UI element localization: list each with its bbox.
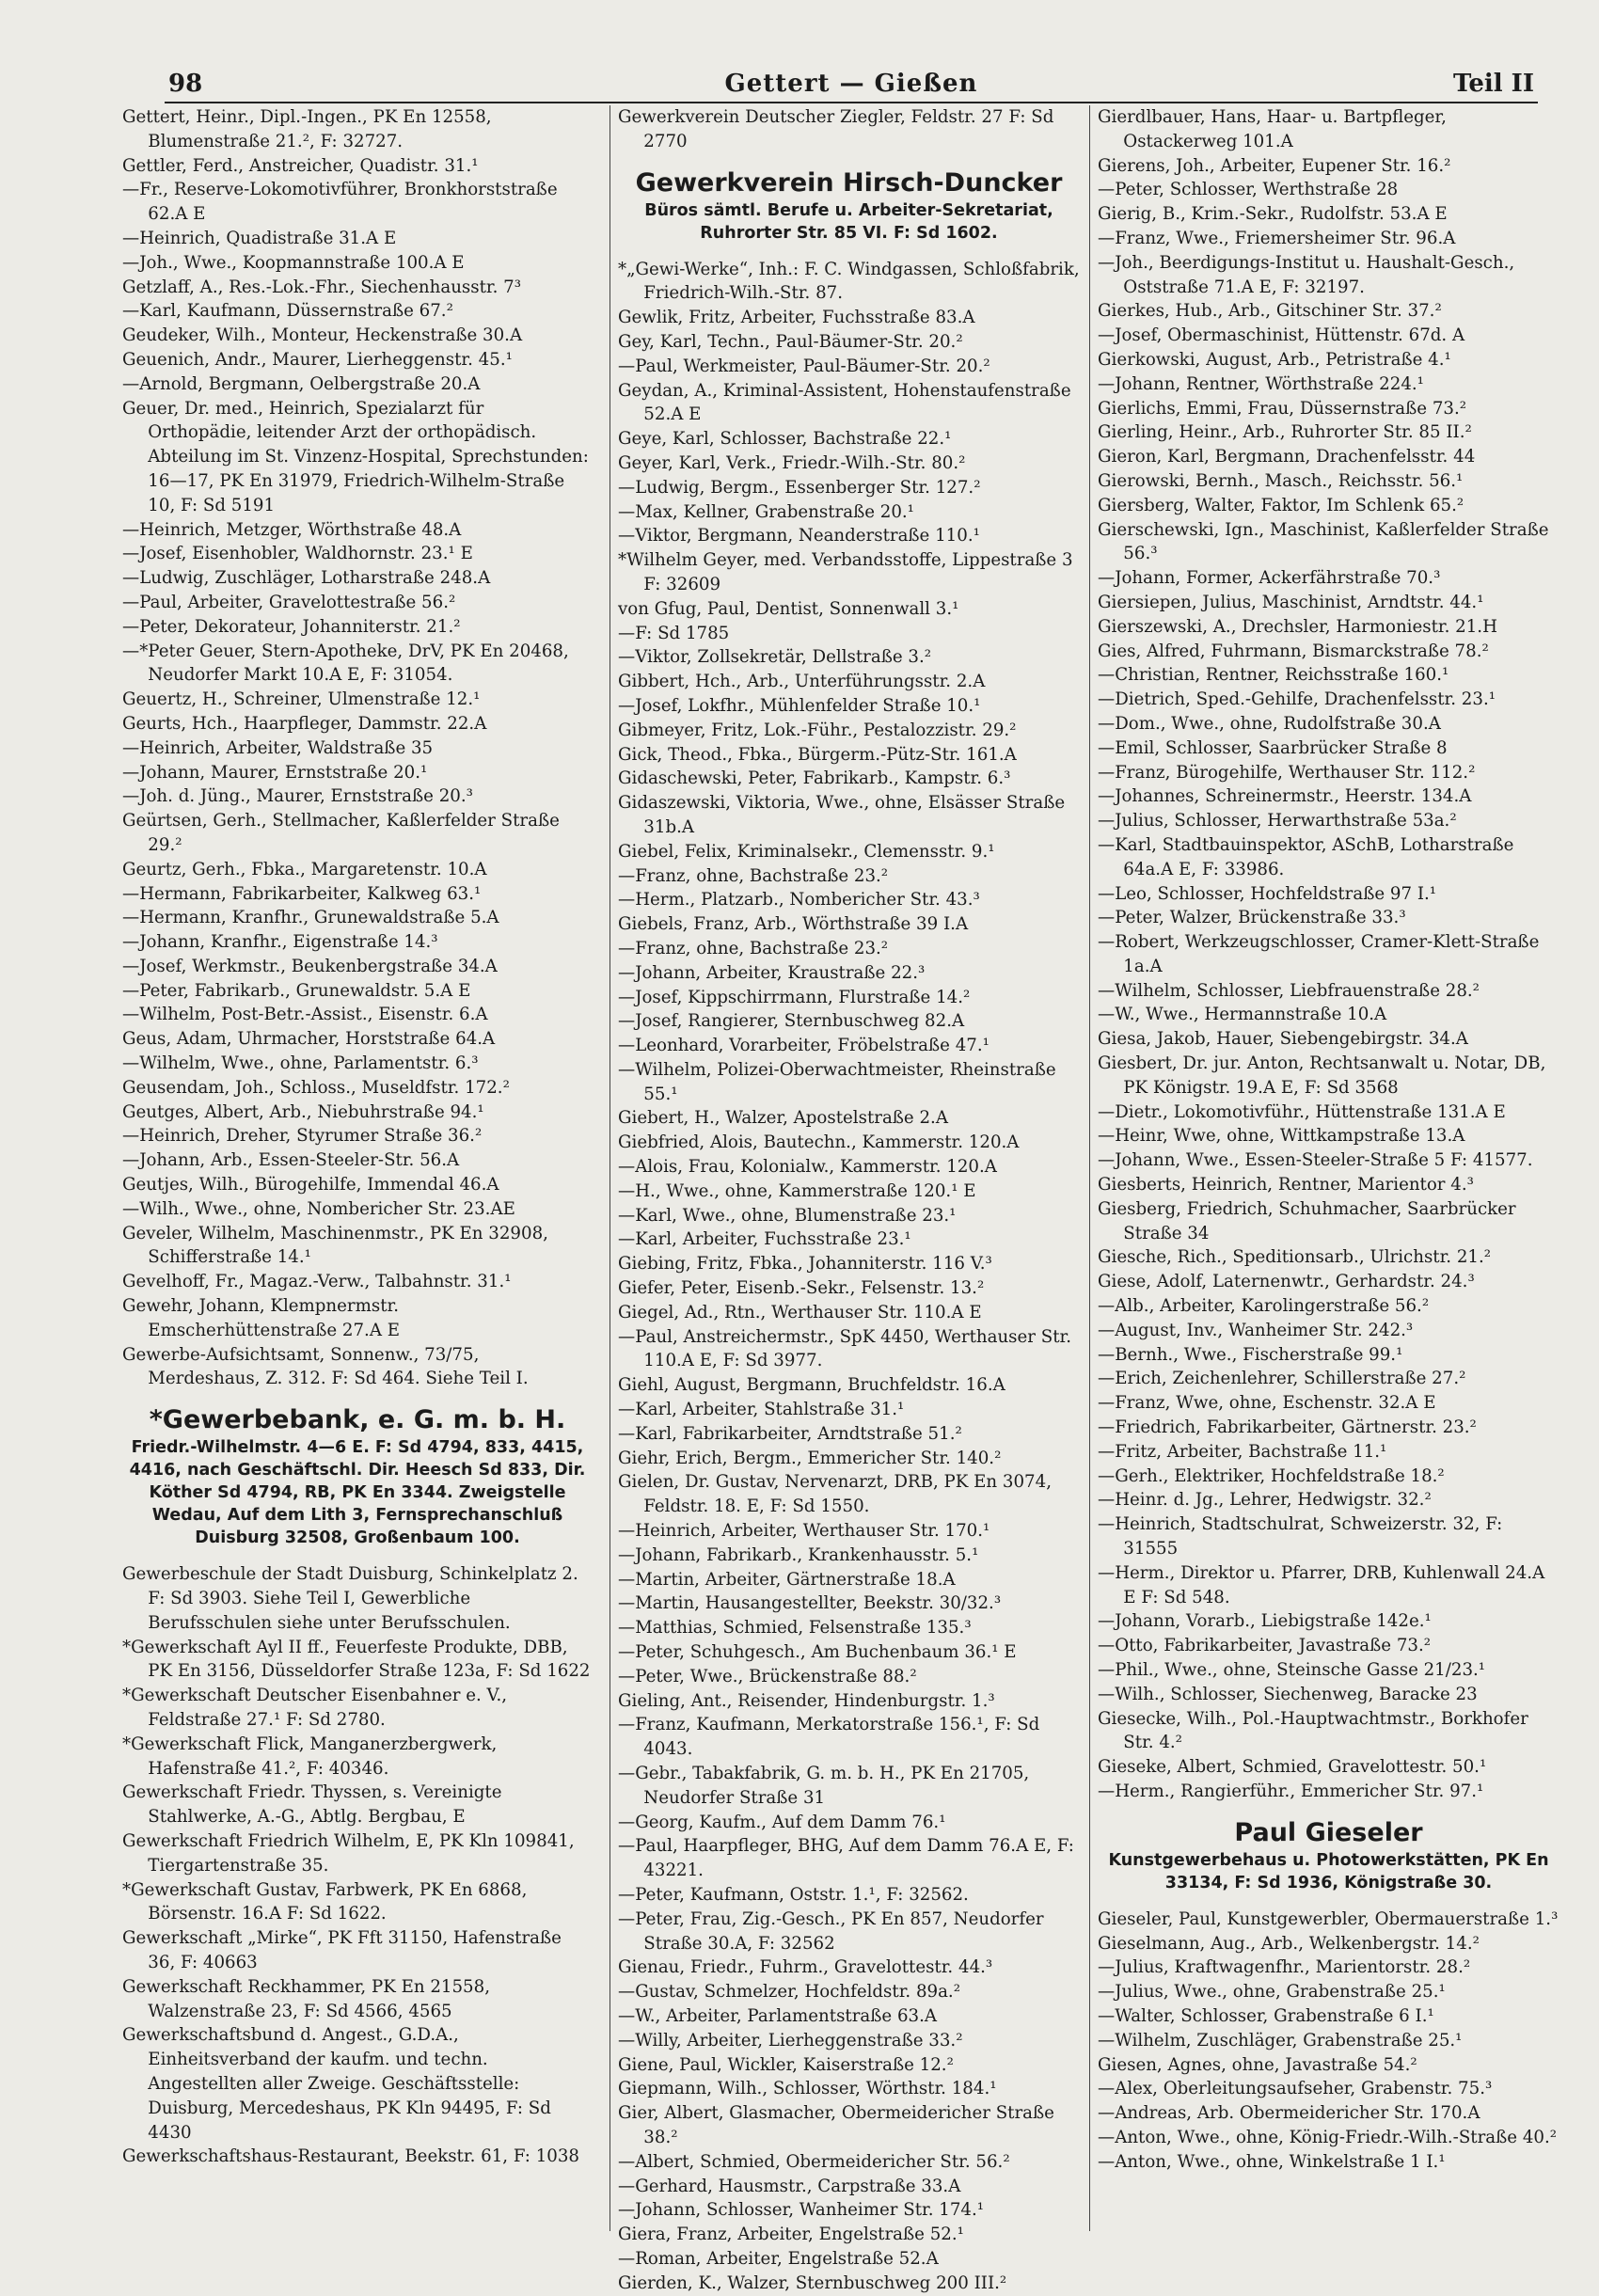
header-name-range: Gettert — Gießen: [724, 70, 978, 98]
directory-entry: Gey, Karl, Techn., Paul-Bäumer-Str. 20.²: [618, 331, 963, 352]
directory-entry: Geürtsen, Gerh., Stellmacher, Kaßlerfelder Straße 29.²: [122, 811, 560, 855]
directory-entry: Gierszewski, A., Drechsler, Harmoniestr. 21.H: [1098, 616, 1497, 637]
directory-entry: Gibbert, Hch., Arb., Unterführungsstr. 2.A: [618, 672, 986, 692]
directory-entry: Gierig, B., Krim.-Sekr., Rudolfstr. 53.A E: [1098, 204, 1448, 225]
directory-entry: Geus, Adam, Uhrmacher, Horststraße 64.A: [122, 1029, 496, 1050]
directory-entry: —Herm., Platzarb., Nombericher Str. 43.³: [618, 890, 980, 910]
ad-title: Paul Gieseler: [1234, 1817, 1423, 1847]
directory-entry: Getzlaff, A., Res.-Lok.-Fhr., Siechenhausstr. 7³: [122, 277, 522, 297]
ad-text: Friedr.-Wilhelmstr. 4—6 E. F: Sd 4794, 833, 4415, 4416, nach Geschäftschl. Dir. Heesch Sd 833, Dir. Köther Sd 4794, RB, PK En 3344. Zweigstelle Wedau, Auf dem Lith 3, Fernsprechanschluß Duisburg 32508, Großenbaum 100.: [129, 1438, 586, 1548]
directory-entry: —W., Wwe., Hermannstraße 10.A: [1098, 1005, 1387, 1025]
directory-entry: —Phil., Wwe., ohne, Steinsche Gasse 21/23.¹: [1098, 1660, 1486, 1680]
directory-entry: —Albert, Schmied, Obermeidericher Str. 56.²: [618, 2151, 1010, 2172]
directory-entry: —Emil, Schlosser, Saarbrücker Straße 8: [1098, 737, 1448, 758]
directory-entry: —Otto, Fabrikarbeiter, Javastraße 73.²: [1098, 1636, 1432, 1656]
directory-entry: —*Peter Geuer, Stern-Apotheke, DrV, PK En 20468, Neudorfer Markt 10.A E, F: 31054.: [122, 641, 569, 686]
directory-entry: —Ludwig, Bergm., Essenberger Str. 127.²: [618, 477, 981, 498]
directory-entry: —Gerh., Elektriker, Hochfeldstraße 18.²: [1098, 1465, 1445, 1486]
directory-entry: —Josef, Werkmstr., Beukenbergstraße 34.A: [122, 956, 498, 976]
directory-entry: Giersiepen, Julius, Maschinist, Arndtstr. 44.¹: [1098, 592, 1484, 612]
directory-entry: —Gerhard, Hausmstr., Carpstraße 33.A: [618, 2176, 961, 2196]
directory-entry: —Arnold, Bergmann, Oelbergstraße 20.A: [122, 373, 481, 394]
directory-entry: —Alex, Oberleitungsaufseher, Grabenstr. 75.³: [1098, 2079, 1493, 2099]
directory-entry: —Josef, Kippschirrmann, Flurstraße 14.²: [618, 987, 971, 1007]
header-part: Teil II: [1452, 70, 1534, 98]
directory-entry: —Dietrich, Sped.-Gehilfe, Drachenfelsstr. 23.¹: [1098, 689, 1496, 710]
directory-entry: —Johann, Vorarb., Liebigstraße 142e.¹: [1098, 1611, 1432, 1632]
directory-entry: Geyer, Karl, Verk., Friedr.-Wilh.-Str. 80.²: [618, 452, 966, 473]
directory-entry: —Martin, Arbeiter, Gärtnerstraße 18.A: [618, 1569, 956, 1590]
directory-entry: Gierkes, Hub., Arb., Gitschiner Str. 37.²: [1098, 301, 1442, 322]
directory-entry: Geurtz, Gerh., Fbka., Margaretenstr. 10.A: [122, 859, 487, 879]
directory-entry: —Joh., Beerdigungs-Institut u. Haushalt-Gesch., Oststraße 71.A E, F: 32197.: [1098, 252, 1515, 297]
directory-entry: *Gewerkschaft Deutscher Eisenbahner e. V., Feldstraße 27.¹ F: Sd 2780.: [122, 1686, 508, 1731]
directory-entry: Gierschewski, Ign., Maschinist, Kaßlerfelder Straße 56.³: [1098, 519, 1549, 564]
directory-entry: Giebert, H., Walzer, Apostelstraße 2.A: [618, 1108, 948, 1129]
directory-entry: Gettert, Heinr., Dipl.-Ingen., PK En 12558, Blumenstraße 21.², F: 32727.: [122, 107, 492, 151]
directory-entry: Geurts, Hch., Haarpfleger, Dammstr. 22.A: [122, 713, 487, 734]
directory-entry: —Franz, Kaufmann, Merkatorstraße 156.¹, F: Sd 4043.: [618, 1715, 1040, 1760]
directory-entry: —Georg, Kaufm., Auf dem Damm 76.¹: [618, 1812, 946, 1832]
directory-entry: Gewerkschaft „Mirke“, PK Fft 31150, Hafenstraße 36, F: 40663: [122, 1928, 562, 1972]
directory-entry: Gewerbe-Aufsichtsamt, Sonnenw., 73/75, Merdeshaus, Z. 312. F: Sd 464. Siehe Teil I.: [122, 1344, 529, 1389]
directory-entry: —Fritz, Arbeiter, Bachstraße 11.¹: [1098, 1441, 1387, 1462]
directory-entry: —Hermann, Fabrikarbeiter, Kalkweg 63.¹: [122, 883, 482, 904]
directory-entry: —Johann, Fabrikarb., Krankenhausstr. 5.¹: [618, 1544, 979, 1565]
directory-entry: Giene, Paul, Wickler, Kaiserstraße 12.²: [618, 2054, 954, 2075]
directory-entry: —Peter, Schuhgesch., Am Buchenbaum 36.¹ E: [618, 1642, 1017, 1663]
directory-entry: *Gewerkschaft Flick, Manganerzbergwerk, Hafenstraße 41.², F: 40346.: [122, 1734, 498, 1779]
directory-entry: Gieseke, Albert, Schmied, Gravelottestr. 50.¹: [1098, 1757, 1487, 1778]
directory-entry: Geuer, Dr. med., Heinrich, Spezialarzt für Orthopädie, leitender Arzt der orthopädisch. Abteilung im St. Vinzenz-Hospital, Sprechstunden: 16—17, PK En 31979, Friedrich-Wilhelm-Straße 10, F: Sd 5191: [122, 398, 589, 515]
directory-entry: *Gewerkschaft Ayl II ff., Feuerfeste Produkte, DBB, PK En 3156, Düsseldorfer Straße 123a, F: Sd 1622: [122, 1637, 591, 1682]
ad-title: Gewerkverein Hirsch-Duncker: [635, 167, 1063, 198]
directory-entry: *Gewerkschaft Gustav, Farbwerk, PK En 6868, Börsenstr. 16.A F: Sd 1622.: [122, 1879, 528, 1924]
gieseler-advertisement: [1098, 1817, 1559, 1894]
directory-entry: —Heinrich, Dreher, Styrumer Straße 36.²: [122, 1126, 483, 1147]
directory-entry: —Franz, ohne, Bachstraße 23.²: [618, 865, 889, 886]
directory-entry: —Johann, Rentner, Wörthstraße 224.¹: [1098, 373, 1424, 394]
directory-entry: —Gustav, Schmelzer, Hochfeldstr. 89a.²: [618, 1982, 961, 2003]
directory-entry: —Wilh., Wwe., ohne, Nombericher Str. 23.AE: [122, 1198, 515, 1219]
directory-entry: —Josef, Lokfhr., Mühlenfelder Straße 10.¹: [618, 695, 981, 716]
directory-entry: —Peter, Walzer, Brückenstraße 33.³: [1098, 908, 1406, 928]
directory-entry: —Franz, Wwe, ohne, Eschenstr. 32.A E: [1098, 1393, 1436, 1414]
directory-entry: —Max, Kellner, Grabenstraße 20.¹: [618, 501, 914, 522]
directory-entry: —Joh., Wwe., Koopmannstraße 100.A E: [122, 252, 465, 273]
directory-entry: —Dietr., Lokomotivführ., Hüttenstraße 131.A E: [1098, 1101, 1506, 1122]
directory-entry: —Franz, ohne, Bachstraße 23.²: [618, 938, 889, 958]
directory-entry: —Heinrich, Stadtschulrat, Schweizerstr. 32, F: 31555: [1098, 1514, 1503, 1560]
directory-entry: —Karl, Fabrikarbeiter, Arndtstraße 51.²: [618, 1423, 962, 1444]
directory-entry: Gewlik, Fritz, Arbeiter, Fuchsstraße 83.A: [618, 308, 975, 328]
directory-entry: Gewerkschaftsbund d. Angest., G.D.A., Einheitsverband der kaufm. und techn. Angestellten aller Zweige. Geschäftsstelle: Duisburg, Mercedeshaus, PK Kln 94495, F: Sd 4430: [122, 2025, 551, 2143]
column-2-entries-before: [618, 105, 1080, 154]
directory-entry: —Johann, Arb., Essen-Steeler-Str. 56.A: [122, 1150, 460, 1171]
directory-entry: Giebing, Fritz, Fbka., Johanniterstr. 116 V.³: [618, 1254, 992, 1275]
directory-entry: —Johannes, Schreinermstr., Heerstr. 134.A: [1098, 786, 1472, 807]
directory-entry: —Peter, Schlosser, Werthstraße 28: [1098, 180, 1399, 200]
directory-entry: Gierden, K., Walzer, Sternbuschweg 200 III.²: [618, 2272, 1007, 2293]
column-3-entries: [1098, 105, 1559, 1804]
directory-entry: —Peter, Frau, Zig.-Gesch., PK En 857, Neudorfer Straße 30.A, F: 32562: [618, 1908, 1044, 1954]
directory-entry: —Erich, Zeichenlehrer, Schillerstraße 27.²: [1098, 1369, 1466, 1389]
directory-entry: Giese, Adolf, Laternenwtr., Gerhardstr. 24.³: [1098, 1272, 1475, 1292]
directory-entry: —Martin, Hausangestellter, Beekstr. 30/32.³: [618, 1593, 1002, 1614]
directory-entry: —Dom., Wwe., ohne, Rudolfstraße 30.A: [1098, 713, 1441, 734]
directory-entry: Gieling, Ant., Reisender, Hindenburgstr. 1.³: [618, 1690, 995, 1711]
page-header: [165, 64, 1538, 103]
ad-text: Büros sämtl. Berufe u. Arbeiter-Sekretariat, Ruhrorter Str. 85 VI. F: Sd 1602.: [644, 200, 1053, 243]
directory-entry: —Josef, Obermaschinist, Hüttenstr. 67d. A: [1098, 325, 1465, 346]
directory-entry: —Herm., Direktor u. Pfarrer, DRB, Kuhlenwall 24.A E F: Sd 548.: [1098, 1562, 1545, 1607]
directory-entry: Gienau, Friedr., Fuhrm., Gravelottestr. 44.³: [618, 1957, 993, 1978]
directory-entry: Gierdlbauer, Hans, Haar- u. Bartpfleger, Ostackerweg 101.A: [1098, 107, 1447, 151]
directory-entry: Giebfried, Alois, Bautechn., Kammerstr. 120.A: [618, 1132, 1020, 1153]
directory-entry: —Paul, Anstreichermstr., SpK 4450, Werthauser Str. 110.A E, F: Sd 3977.: [618, 1326, 1071, 1371]
page-number: 98: [168, 70, 203, 98]
directory-entry: Geuenich, Andr., Maurer, Lierheggenstr. 45.¹: [122, 349, 513, 370]
directory-entry: Geutges, Albert, Arb., Niebuhrstraße 94.¹: [122, 1101, 484, 1122]
directory-entry: —Franz, Bürogehilfe, Werthauser Str. 112.²: [1098, 762, 1476, 783]
directory-entry: —Leonhard, Vorarbeiter, Fröbelstraße 47.¹: [618, 1036, 989, 1056]
directory-entry: —Paul, Arbeiter, Gravelottestraße 56.²: [122, 592, 456, 612]
directory-entry: —Fr., Reserve-Lokomotivführer, Bronkhorststraße 62.A E: [122, 180, 558, 225]
directory-entry: —Heinrich, Quadistraße 31.A E: [122, 228, 397, 248]
directory-entry: Gierling, Heinr., Arb., Ruhrorter Str. 85 II.²: [1098, 422, 1472, 443]
directory-entry: Gielen, Dr. Gustav, Nervenarzt, DRB, PK En 3074, Feldstr. 18. E, F: Sd 1550.: [618, 1472, 1052, 1517]
directory-entry: —Josef, Eisenhobler, Waldhornstr. 23.¹ E: [122, 544, 473, 564]
directory-entry: —Franz, Wwe., Friemersheimer Str. 96.A: [1098, 228, 1456, 248]
directory-entry: Gewerkverein Deutscher Ziegler, Feldstr. 27 F: Sd 2770: [618, 107, 1054, 151]
directory-entry: —Christian, Rentner, Reichsstraße 160.¹: [1098, 665, 1449, 686]
directory-entry: —Wilh., Schlosser, Siechenweg, Baracke 23: [1098, 1684, 1478, 1704]
ad-text: Kunstgewerbehaus u. Photowerkstätten, PK En 33134, F: Sd 1936, Königstraße 30.: [1108, 1850, 1549, 1892]
directory-entry: Gieron, Karl, Bergmann, Drachenfelsstr. 44: [1098, 447, 1476, 467]
column-1-entries: [122, 105, 593, 1391]
directory-entry: —Karl, Kaufmann, Düssernstraße 67.²: [122, 301, 453, 322]
directory-entry: —Matthias, Schmied, Felsenstraße 135.³: [618, 1618, 972, 1639]
directory-entry: —Joh. d. Jüng., Maurer, Ernststraße 20.³: [122, 786, 473, 807]
directory-entry: Gierlichs, Emmi, Frau, Düssernstraße 73.²: [1098, 398, 1467, 419]
directory-entry: Gibmeyer, Fritz, Lok.-Führ., Pestalozzistr. 29.²: [618, 720, 1017, 740]
hirsch-duncker-advertisement: [618, 167, 1080, 245]
directory-entry: Gewerkschaft Reckhammer, PK En 21558, Walzenstraße 23, F: Sd 4566, 4565: [122, 1976, 490, 2021]
directory-entry: Giebels, Franz, Arb., Wörthstraße 39 I.A: [618, 914, 969, 935]
directory-entry: —Johann, Wwe., Essen-Steeler-Straße 5 F: 41577.: [1098, 1150, 1533, 1171]
directory-entry: Gewerkschaft Friedr. Thyssen, s. Vereinigte Stahlwerke, A.-G., Abtlg. Bergbau, E: [122, 1782, 502, 1828]
column-1-entries-after: [122, 1562, 593, 2169]
directory-entry: —Heinr, Wwe, ohne, Wittkampstraße 13.A: [1098, 1126, 1465, 1147]
directory-entry: *„Gewi-Werke“, Inh.: F. C. Windgassen, Schloßfabrik, Friedrich-Wilh.-Str. 87.: [618, 259, 1080, 304]
directory-entry: —Karl, Stadtbauinspektor, ASchB, Lotharstraße 64a.A E, F: 33986.: [1098, 834, 1514, 879]
directory-entry: Giehr, Erich, Bergm., Emmericher Str. 140.²: [618, 1448, 1002, 1468]
directory-entry: —Gebr., Tabakfabrik, G. m. b. H., PK En 21705, Neudorfer Straße 31: [618, 1764, 1030, 1808]
column-1: [122, 105, 593, 2231]
directory-entry: Giesbert, Dr. jur. Anton, Rechtsanwalt u. Notar, DB, PK Königstr. 19.A E, F: Sd 3568: [1098, 1053, 1546, 1098]
directory-entry: Gies, Alfred, Fuhrmann, Bismarckstraße 78.²: [1098, 641, 1489, 661]
directory-entry: Giehl, August, Bergmann, Bruchfeldstr. 16.A: [618, 1375, 1005, 1396]
directory-entry: Gieseler, Paul, Kunstgewerbler, Obermauerstraße 1.³: [1098, 1908, 1559, 1929]
directory-entry: —Wilhelm, Zuschläger, Grabenstraße 25.¹: [1098, 2030, 1463, 2051]
directory-entry: —Peter, Dekorateur, Johanniterstr. 21.²: [122, 616, 461, 637]
directory-entry: Giera, Franz, Arbeiter, Engelstraße 52.¹: [618, 2225, 964, 2245]
directory-entry: —Heinrich, Arbeiter, Werthauser Str. 170.¹: [618, 1521, 990, 1542]
directory-entry: —Anton, Wwe., ohne, Winkelstraße 1 I.¹: [1098, 2151, 1446, 2172]
directory-entry: Giesa, Jakob, Hauer, Siebengebirgstr. 34.A: [1098, 1029, 1468, 1050]
column-2-entries: [618, 258, 1080, 2296]
directory-entry: Geveler, Wilhelm, Maschinenmstr., PK En 32908, Schifferstraße 14.¹: [122, 1223, 548, 1268]
directory-entry: —Walter, Schlosser, Grabenstraße 6 I.¹: [1098, 2005, 1434, 2026]
directory-entry: Gierens, Joh., Arbeiter, Eupener Str. 16.²: [1098, 155, 1451, 176]
directory-entry: —Julius, Schlosser, Herwarthstraße 53a.²: [1098, 811, 1457, 831]
directory-entry: —F: Sd 1785: [618, 623, 730, 643]
directory-entry: Giegel, Ad., Rtn., Werthauser Str. 110.A E: [618, 1302, 982, 1322]
directory-entry: —Bernh., Wwe., Fischerstraße 99.¹: [1098, 1344, 1403, 1365]
directory-entry: Geye, Karl, Schlosser, Bachstraße 22.¹: [618, 429, 952, 450]
directory-entry: Geudeker, Wilh., Monteur, Heckenstraße 30.A: [122, 325, 523, 346]
ad-title: *Gewerbebank, e. G. m. b. H.: [149, 1405, 566, 1435]
directory-entry: —Anton, Wwe., ohne, König-Friedr.-Wilh.-Straße 40.²: [1098, 2127, 1558, 2147]
directory-entry: —Peter, Wwe., Brückenstraße 88.²: [618, 1666, 917, 1686]
directory-entry: Gick, Theod., Fbka., Bürgerm.-Pütz-Str. 161.A: [618, 744, 1017, 765]
directory-entry: Geutjes, Wilh., Bürogehilfe, Immendal 46.A: [122, 1175, 499, 1196]
directory-entry: —H., Wwe., ohne, Kammerstraße 120.¹ E: [618, 1180, 976, 1201]
directory-entry: von Gfug, Paul, Dentist, Sonnenwall 3.¹: [618, 598, 959, 619]
directory-entry: Giesche, Rich., Speditionsarb., Ulrichstr. 21.²: [1098, 1247, 1492, 1268]
directory-entry: Gierowski, Bernh., Masch., Reichsstr. 56.¹: [1098, 470, 1464, 491]
directory-entry: Gidaschewski, Peter, Fabrikarb., Kampstr. 6.³: [618, 768, 1011, 789]
directory-entry: —W., Arbeiter, Parlamentstraße 63.A: [618, 2005, 938, 2026]
directory-entry: —Hermann, Kranfhr., Grunewaldstraße 5.A: [122, 908, 499, 928]
directory-entry: —Friedrich, Fabrikarbeiter, Gärtnerstr. 23.²: [1098, 1417, 1477, 1438]
directory-entry: —Willy, Arbeiter, Lierheggenstraße 33.²: [618, 2030, 963, 2051]
directory-entry: —Roman, Arbeiter, Engelstraße 52.A: [618, 2248, 939, 2269]
directory-entry: Giersberg, Walter, Faktor, Im Schlenk 65.²: [1098, 495, 1464, 515]
directory-entry: Giepmann, Wilh., Schlosser, Wörthstr. 184.¹: [618, 2079, 997, 2099]
directory-entry: —Johann, Kranfhr., Eigenstraße 14.³: [122, 932, 438, 953]
directory-entry: —Alb., Arbeiter, Karolingerstraße 56.²: [1098, 1296, 1430, 1317]
directory-entry: Gidaszewski, Viktoria, Wwe., ohne, Elsässer Straße 31b.A: [618, 793, 1066, 837]
directory-entry: Gevelhoff, Fr., Magaz.-Verw., Talbahnstr. 31.¹: [122, 1272, 512, 1292]
directory-entry: —Robert, Werkzeugschlosser, Cramer-Klett-Straße 1a.A: [1098, 932, 1540, 976]
directory-entry: —Ludwig, Zuschläger, Lotharstraße 248.A: [122, 568, 491, 589]
directory-entry: Giesberts, Heinrich, Rentner, Marientor 4.³: [1098, 1175, 1474, 1196]
directory-entry: —Johann, Schlosser, Wanheimer Str. 174.¹: [618, 2200, 985, 2221]
directory-entry: —Josef, Rangierer, Sternbuschweg 82.A: [618, 1011, 965, 1032]
column-2: [610, 105, 1080, 2293]
directory-entry: Gewehr, Johann, Klempnermstr. Emscherhüttenstraße 27.A E: [122, 1296, 401, 1340]
directory-entry: —Heinr. d. Jg., Lehrer, Hedwigstr. 32.²: [1098, 1490, 1432, 1511]
directory-entry: —Peter, Kaufmann, Oststr. 1.¹, F: 32562.: [618, 1884, 969, 1905]
directory-entry: Geusendam, Joh., Schloss., Museldfstr. 172.²: [122, 1077, 510, 1098]
directory-entry: —Viktor, Bergmann, Neanderstraße 110.¹: [618, 526, 980, 546]
directory-entry: Giesberg, Friedrich, Schuhmacher, Saarbrücker Straße 34: [1098, 1198, 1516, 1243]
directory-entry: —Viktor, Zollsekretär, Dellstraße 3.²: [618, 647, 932, 668]
directory-entry: Gierkowski, August, Arb., Petristraße 4.¹: [1098, 349, 1451, 370]
directory-entry: —Heinrich, Arbeiter, Waldstraße 35: [122, 737, 434, 758]
directory-entry: Giebel, Felix, Kriminalsekr., Clemensstr. 9.¹: [618, 841, 995, 862]
directory-entry: —Peter, Fabrikarb., Grunewaldstr. 5.A E: [122, 980, 471, 1001]
column-3-entries-after: [1098, 1908, 1559, 2175]
directory-entry: —Andreas, Arb. Obermeidericher Str. 170.A: [1098, 2103, 1480, 2124]
directory-entry: —Leo, Schlosser, Hochfeldstraße 97 I.¹: [1098, 883, 1437, 904]
directory-entry: Gewerbeschule der Stadt Duisburg, Schinkelplatz 2. F: Sd 3903. Siehe Teil I, Gewerbliche Berufsschulen siehe unter Berufsschulen.: [122, 1564, 578, 1633]
directory-entry: —August, Inv., Wanheimer Str. 242.³: [1098, 1320, 1414, 1340]
directory-entry: Gewerkschaftshaus-Restaurant, Beekstr. 61, F: 1038: [122, 2146, 579, 2167]
directory-entry: Geuertz, H., Schreiner, Ulmenstraße 12.¹: [122, 689, 481, 710]
directory-entry: —Karl, Arbeiter, Stahlstraße 31.¹: [618, 1400, 905, 1420]
directory-entry: —Johann, Former, Ackerfährstraße 70.³: [1098, 568, 1441, 589]
directory-entry: —Wilhelm, Polizei-Oberwachtmeister, Rheinstraße 55.¹: [618, 1059, 1056, 1104]
directory-entry: Gier, Albert, Glasmacher, Obermeidericher Straße 38.²: [618, 2103, 1054, 2147]
directory-entry: —Julius, Wwe., ohne, Grabenstraße 25.¹: [1098, 1982, 1446, 2003]
directory-entry: —Paul, Haarpfleger, BHG, Auf dem Damm 76.A E, F: 43221.: [618, 1836, 1074, 1881]
column-3: [1089, 105, 1559, 2231]
gewerbebank-advertisement: [122, 1404, 593, 1549]
directory-entry: —Johann, Maurer, Ernststraße 20.¹: [122, 762, 428, 783]
directory-entry: Giesen, Agnes, ohne, Javastraße 54.²: [1098, 2054, 1417, 2075]
directory-entry: Gieselmann, Aug., Arb., Welkenbergstr. 14.²: [1098, 1933, 1480, 1954]
directory-entry: —Karl, Wwe., ohne, Blumenstraße 23.¹: [618, 1205, 957, 1226]
directory-entry: —Julius, Kraftwagenfhr., Marientorstr. 28.²: [1098, 1957, 1471, 1978]
directory-entry: Giefer, Peter, Eisenb.-Sekr., Felsenstr. 13.²: [618, 1278, 985, 1299]
directory-entry: —Heinrich, Metzger, Wörthstraße 48.A: [122, 519, 462, 540]
directory-entry: —Alois, Frau, Kolonialw., Kammerstr. 120.A: [618, 1157, 997, 1178]
directory-entry: *Wilhelm Geyer, med. Verbandsstoffe, Lippestraße 3 F: 32609: [618, 550, 1073, 594]
directory-entry: Gettler, Ferd., Anstreicher, Quadistr. 31.¹: [122, 155, 479, 176]
directory-entry: —Johann, Arbeiter, Kraustraße 22.³: [618, 962, 926, 983]
directory-entry: Gewerkschaft Friedrich Wilhelm, E, PK Kln 109841, Tiergartenstraße 35.: [122, 1831, 575, 1876]
directory-entry: —Wilhelm, Post-Betr.-Assist., Eisenstr. 6.A: [122, 1005, 488, 1025]
directory-entry: —Karl, Arbeiter, Fuchsstraße 23.¹: [618, 1229, 911, 1250]
directory-entry: Giesecke, Wilh., Pol.-Hauptwachtmstr., Borkhofer Str. 4.²: [1098, 1708, 1528, 1753]
directory-entry: —Herm., Rangierführ., Emmericher Str. 97.¹: [1098, 1781, 1484, 1801]
directory-entry: —Paul, Werkmeister, Paul-Bäumer-Str. 20.²: [618, 356, 990, 376]
directory-entry: —Wilhelm, Wwe., ohne, Parlamentstr. 6.³: [122, 1053, 479, 1074]
directory-entry: —Wilhelm, Schlosser, Liebfrauenstraße 28.²: [1098, 980, 1480, 1001]
directory-entry: Geydan, A., Kriminal-Assistent, Hohenstaufenstraße 52.A E: [618, 380, 1071, 425]
